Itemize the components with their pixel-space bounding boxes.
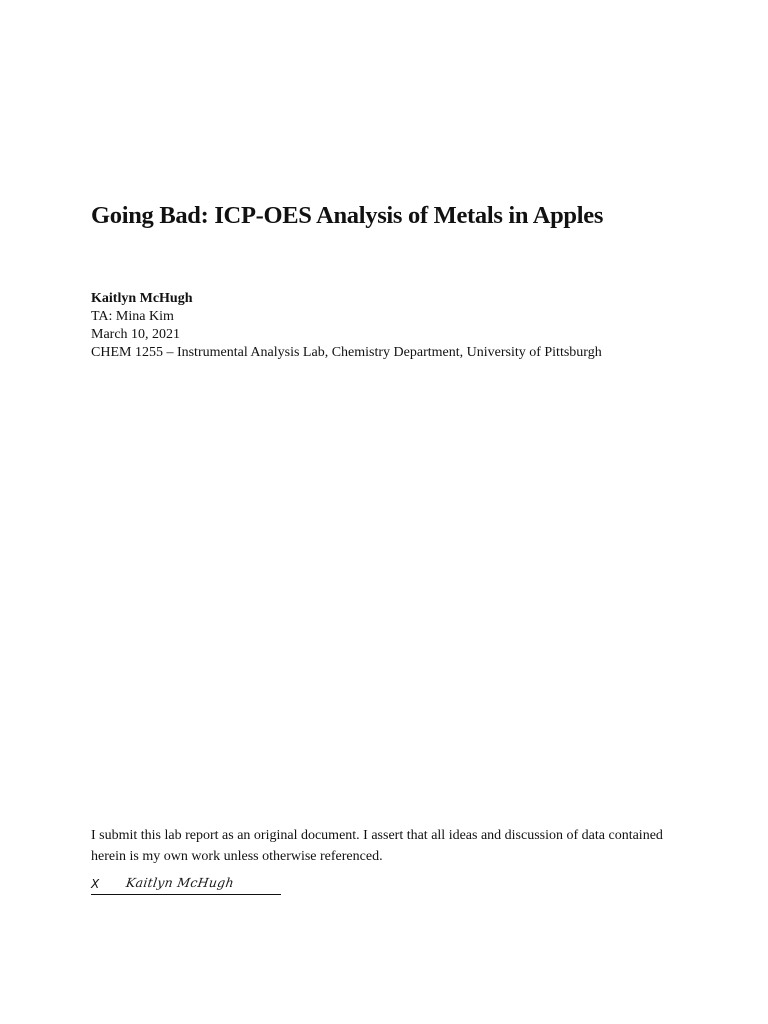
report-metadata xyxy=(91,290,731,362)
report-title: Going Bad: ICP-OES Analysis of Metals in Apples xyxy=(91,202,604,229)
signature-mark: X xyxy=(91,877,100,891)
handwritten-signature: Kaitlyn McHugh xyxy=(125,875,236,890)
report-date: March 10, 2021 xyxy=(91,327,181,342)
signature-line xyxy=(91,874,281,895)
teaching-assistant: TA: Mina Kim xyxy=(91,309,174,324)
author-name: Kaitlyn McHugh xyxy=(91,291,193,306)
originality-statement: I submit this lab report as an original document. I assert that all ideas and discussion of data contained herein is my own work unless otherwise referenced. xyxy=(91,828,663,864)
course-info: CHEM 1255 – Instrumental Analysis Lab, Chemistry Department, University of Pittsburgh xyxy=(91,345,602,360)
